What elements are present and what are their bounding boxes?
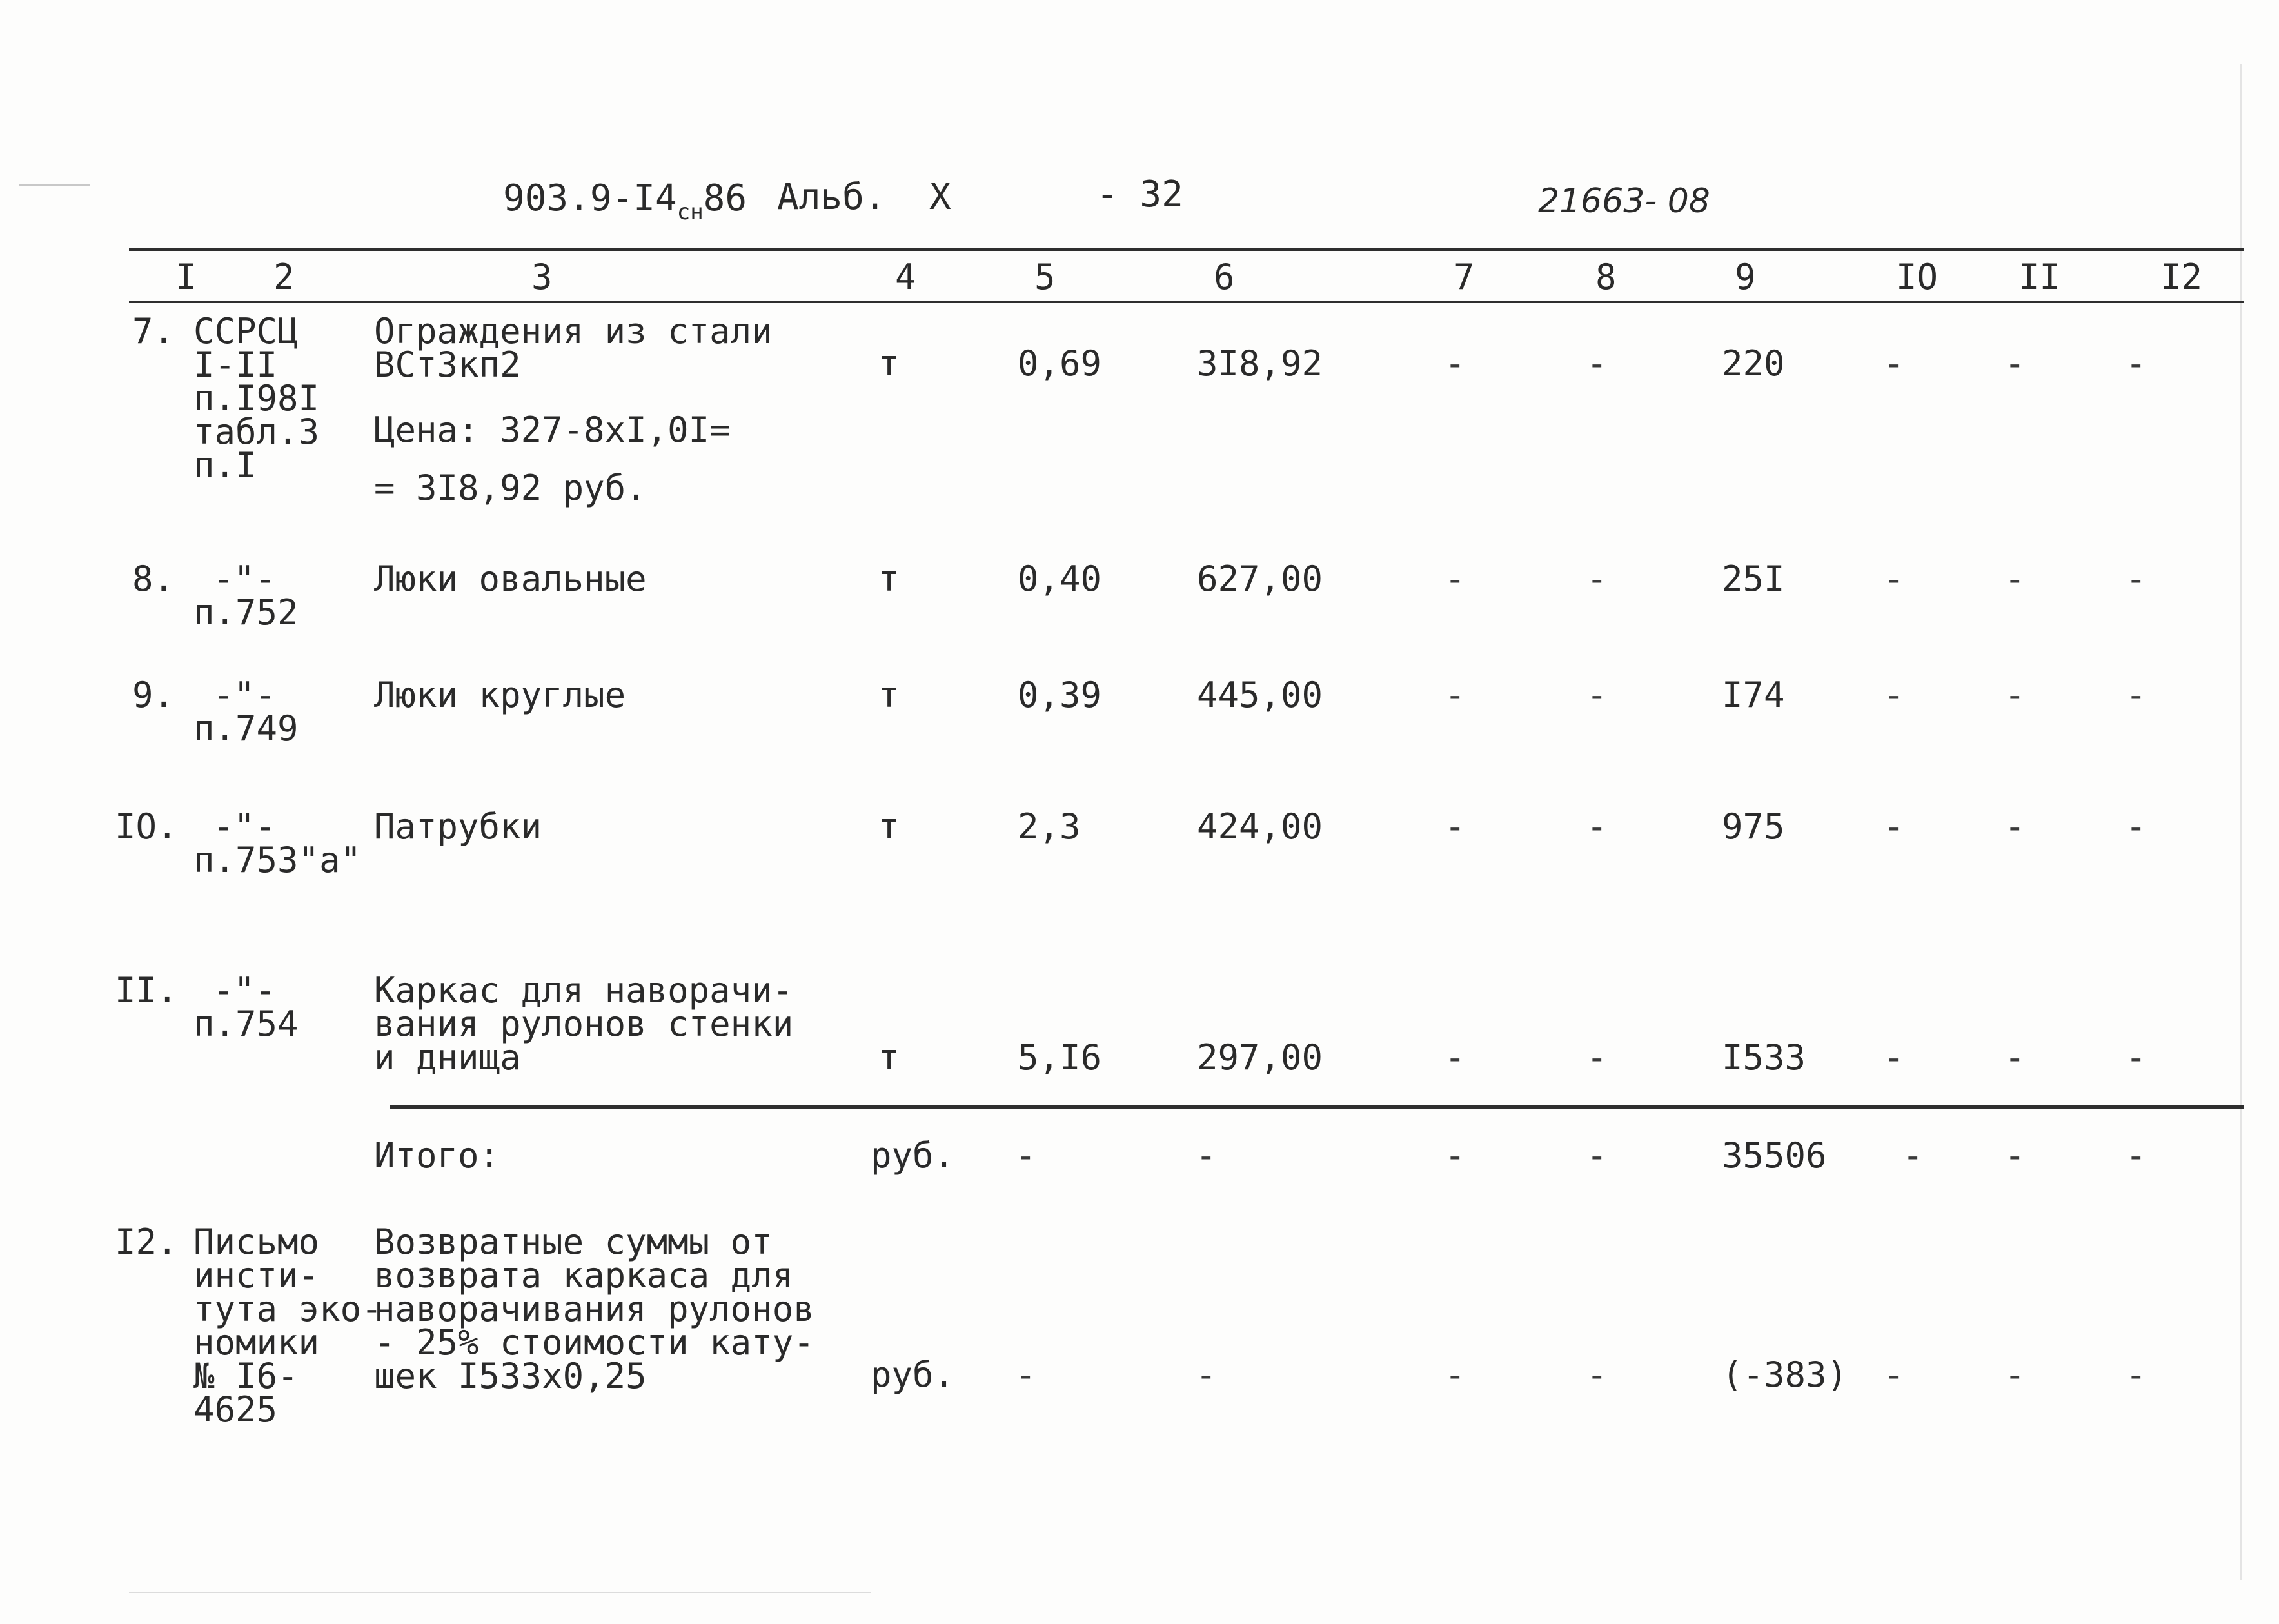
row-col11: - [2004, 806, 2026, 847]
scan-mark [19, 184, 90, 186]
album-label: Альб. X [777, 176, 951, 218]
row-quantity: 2,3 [1018, 806, 1081, 847]
row-col9: 220 [1722, 343, 1785, 384]
row-col8: - [1586, 675, 1608, 715]
row-source [193, 970, 299, 1044]
column-header-10: IO [1896, 257, 1939, 297]
source-line: тута эко- [193, 1289, 382, 1329]
column-header-3: 3 [531, 257, 553, 297]
page-number: - 32 [1096, 173, 1183, 215]
row-description [374, 1222, 814, 1396]
source-line: п.I98I [193, 378, 320, 419]
row-col9: I533 [1722, 1037, 1806, 1078]
row-price: 627,00 [1197, 559, 1323, 599]
row-col10: - [1883, 559, 1904, 599]
column-header-8: 8 [1595, 257, 1617, 297]
row-source [193, 311, 320, 486]
row-description: Патрубки [374, 806, 542, 847]
row-col8: - [1586, 559, 1608, 599]
column-header-2: 2 [273, 257, 295, 297]
row-price: 3I8,92 [1197, 343, 1323, 384]
source-line: табл.3 [193, 411, 320, 452]
source-line: 4625 [193, 1389, 278, 1430]
row-col7: - [1445, 559, 1466, 599]
description-line: шек I533х0,25 [374, 1356, 647, 1396]
row-number: 8. [132, 559, 175, 599]
total-price: - [1196, 1135, 1217, 1176]
row-col7: - [1445, 343, 1466, 384]
row-unit: т [878, 806, 900, 847]
total-col12: - [2126, 1135, 2147, 1176]
row-col9: (-383) [1722, 1354, 1848, 1395]
row-quantity: 0,39 [1018, 675, 1102, 715]
row-price: 424,00 [1197, 806, 1323, 847]
row-source [193, 675, 299, 749]
row-col7: - [1445, 1037, 1466, 1078]
column-header-11: II [2018, 257, 2061, 297]
row-description [374, 970, 794, 1078]
source-line: п.752 [193, 592, 299, 633]
source-line: № I6- [193, 1356, 299, 1396]
row-col12: - [2126, 675, 2147, 715]
source-line: п.I [193, 445, 257, 486]
row-col9: 975 [1722, 806, 1785, 847]
source-line: п.754 [193, 1004, 299, 1044]
inventory-number: 21663- 08 [1538, 182, 1710, 221]
source-line: Письмо [193, 1222, 320, 1262]
description-line: Каркас для наворачи- [374, 970, 794, 1011]
row-number: 9. [132, 675, 175, 715]
total-col7: - [1445, 1135, 1466, 1176]
source-line: п.749 [193, 708, 299, 749]
row-col9: 25I [1722, 559, 1785, 599]
column-header-6: 6 [1214, 257, 1235, 297]
row-unit: т [878, 1037, 900, 1078]
row-price: 445,00 [1197, 675, 1323, 715]
row-col8: - [1586, 1354, 1608, 1395]
doc-code: $903.9-I4_{сн}86$ [503, 177, 747, 225]
row-col8: - [1586, 1037, 1608, 1078]
row-col10: - [1883, 806, 1904, 847]
row-col8: - [1586, 806, 1608, 847]
description-line: Возвратные суммы от [374, 1222, 773, 1262]
column-header-9: 9 [1735, 257, 1756, 297]
description-line: - 25% стоимости кату- [374, 1322, 814, 1363]
row-col7: - [1445, 1354, 1466, 1395]
row-col8: - [1586, 343, 1608, 384]
row-quantity: 0,69 [1018, 343, 1102, 384]
note-line: Цена: 327-8хI,0I= [374, 410, 731, 450]
row-source [193, 806, 362, 880]
source-line: -"- [213, 675, 276, 715]
row-source [193, 559, 299, 633]
header-top-rule [129, 248, 2244, 251]
row-col7: - [1445, 806, 1466, 847]
row-description: Люки овальные [374, 559, 647, 599]
source-line: I-II [193, 344, 278, 385]
row-col12: - [2126, 1037, 2147, 1078]
total-col11: - [2004, 1135, 2026, 1176]
row-col11: - [2004, 559, 2026, 599]
source-line: -"- [213, 970, 276, 1011]
row-col12: - [2126, 343, 2147, 384]
description-line: и днища [374, 1037, 521, 1078]
row-col10: - [1883, 343, 1904, 384]
row-quantity: 0,40 [1018, 559, 1102, 599]
row-col11: - [2004, 1037, 2026, 1078]
total-label: Итого: [374, 1135, 500, 1176]
column-header-5: 5 [1034, 257, 1056, 297]
row-col10: - [1883, 1037, 1904, 1078]
row-description [374, 311, 773, 385]
header-bottom-rule [129, 301, 2244, 303]
row-description: Люки круглые [374, 675, 626, 715]
source-line: номики [193, 1322, 320, 1363]
row-unit: т [878, 343, 900, 384]
row-col9: I74 [1722, 675, 1785, 715]
source-line: ССРСЦ [193, 311, 299, 352]
scan-mark-bottom [129, 1592, 871, 1593]
row-col11: - [2004, 675, 2026, 715]
row-price-note [374, 401, 731, 517]
note-line: = 3I8,92 руб. [374, 468, 647, 508]
total-rule [390, 1105, 2244, 1109]
row-price: 297,00 [1197, 1037, 1323, 1078]
description-line: Ограждения из стали [374, 311, 773, 352]
total-col8: - [1586, 1135, 1608, 1176]
column-header-1: I [175, 257, 197, 297]
column-header-4: 4 [895, 257, 916, 297]
description-line: вания рулонов стенки [374, 1004, 794, 1044]
total-col9: 35506 [1722, 1135, 1827, 1176]
row-col10: - [1883, 675, 1904, 715]
column-header-7: 7 [1454, 257, 1475, 297]
total-col10: - [1902, 1135, 1924, 1176]
description-line: возврата каркаса для [374, 1255, 794, 1296]
row-col12: - [2126, 559, 2147, 599]
row-price: - [1196, 1354, 1217, 1395]
row-col10: - [1883, 1354, 1904, 1395]
row-unit: руб. [871, 1354, 955, 1395]
row-number: IO. [115, 806, 178, 847]
total-quantity: - [1015, 1135, 1036, 1176]
row-col12: - [2126, 1354, 2147, 1395]
row-unit: т [878, 559, 900, 599]
row-source [193, 1222, 382, 1430]
row-col7: - [1445, 675, 1466, 715]
source-line: -"- [213, 806, 276, 847]
row-quantity: - [1015, 1354, 1036, 1395]
row-number: 7. [132, 311, 175, 352]
row-col11: - [2004, 343, 2026, 384]
right-edge-line [2240, 64, 2242, 1580]
row-unit: т [878, 675, 900, 715]
row-quantity: 5,I6 [1018, 1037, 1102, 1078]
source-line: инсти- [193, 1255, 320, 1296]
source-line: -"- [213, 559, 276, 599]
column-header-12: I2 [2160, 257, 2203, 297]
row-col11: - [2004, 1354, 2026, 1395]
row-number: II. [115, 970, 178, 1011]
row-col12: - [2126, 806, 2147, 847]
description-line: наворачивания рулонов [374, 1289, 814, 1329]
row-number: I2. [115, 1222, 178, 1262]
source-line: п.753"а" [193, 840, 362, 880]
total-unit: руб. [871, 1135, 955, 1176]
description-line: ВСт3кп2 [374, 344, 521, 385]
